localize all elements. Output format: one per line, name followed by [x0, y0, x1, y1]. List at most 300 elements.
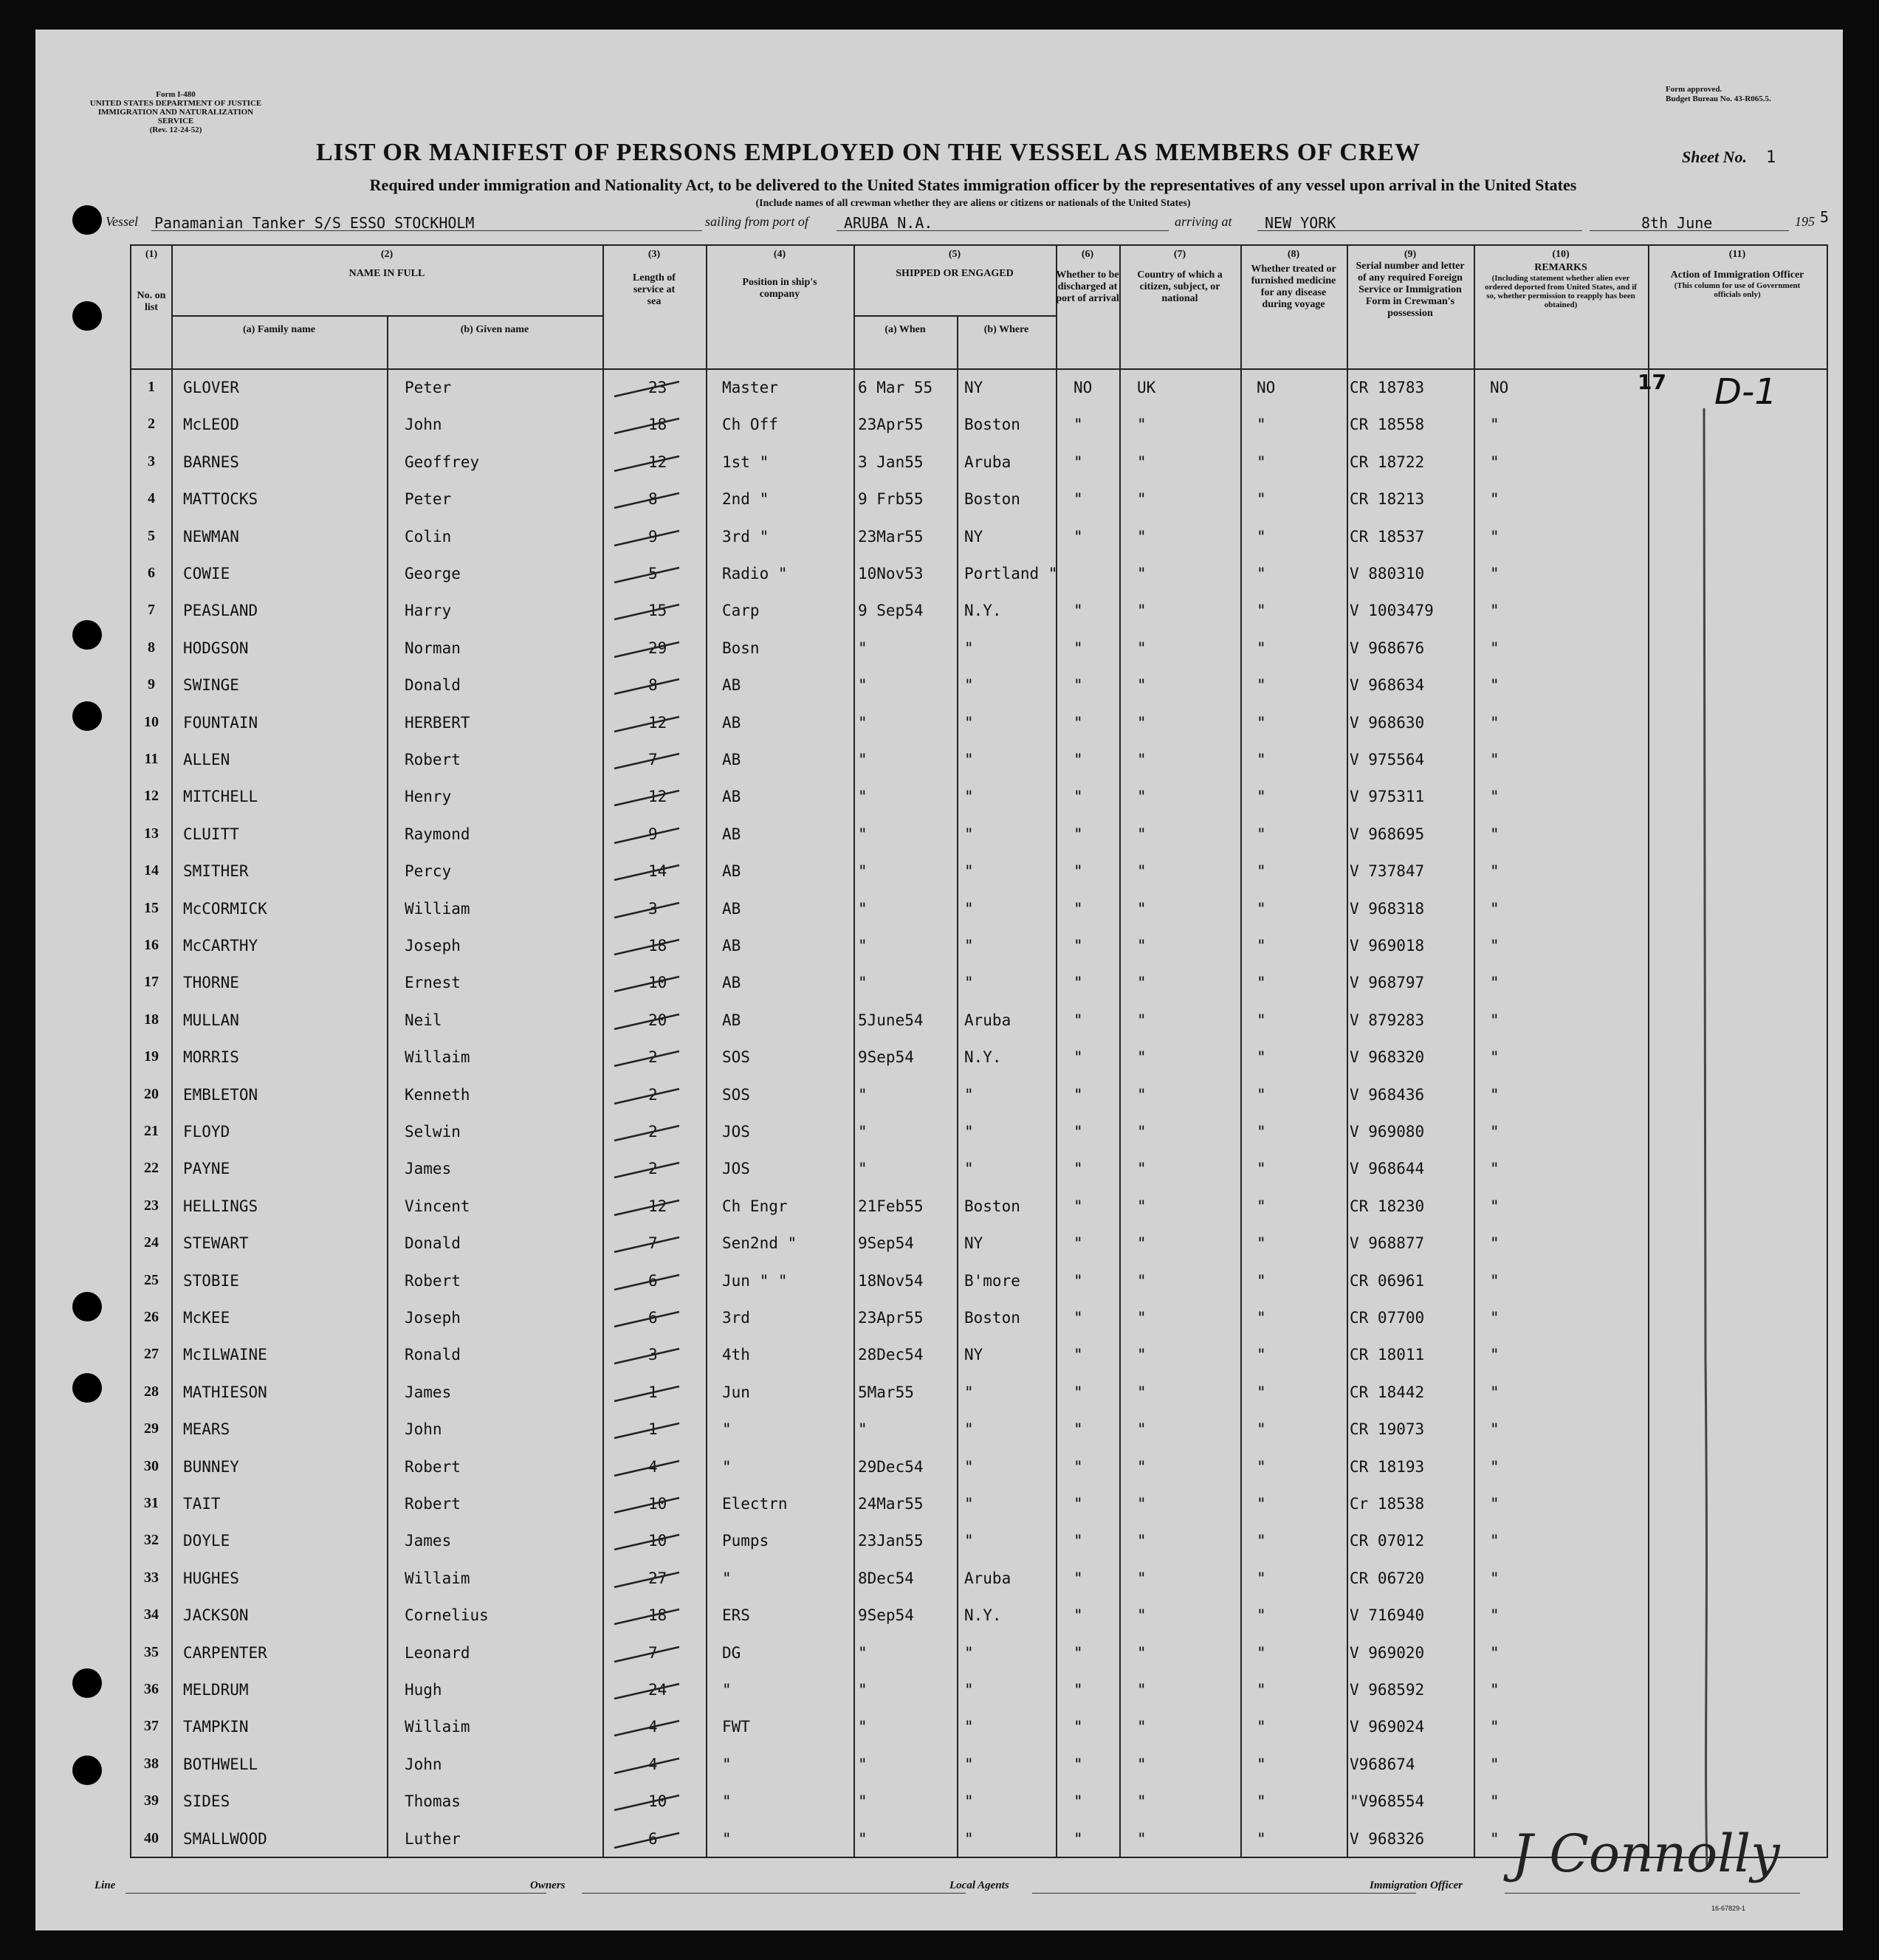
position-cell: Master	[722, 379, 778, 396]
row-number: 33	[144, 1569, 159, 1586]
sheet-number	[1682, 148, 1776, 167]
given-name-cell: Willaim	[405, 1718, 470, 1736]
serial-cell: V 969080	[1350, 1123, 1425, 1141]
shipped-when-cell: "	[858, 1829, 868, 1848]
check-mark	[611, 1457, 685, 1479]
remarks-cell: "	[1490, 490, 1500, 509]
service-cell: 6	[648, 1271, 658, 1290]
serial-cell: "V968554	[1350, 1792, 1425, 1811]
medicine-cell: "	[1257, 1309, 1266, 1327]
row-number: 24	[144, 1234, 159, 1251]
action-annotation: D-1	[1714, 371, 1777, 413]
given-name-cell: Kenneth	[405, 1085, 470, 1104]
country-cell: "	[1137, 1085, 1147, 1104]
shipped-where-cell: N.Y.	[964, 1606, 1002, 1625]
serial-cell: V968674	[1350, 1755, 1415, 1773]
family-name-cell: ALLEN	[183, 751, 230, 768]
row-number: 31	[144, 1495, 159, 1511]
discharge-cell: "	[1074, 1271, 1083, 1290]
remarks-cell: "	[1490, 1309, 1500, 1327]
discharge-cell: "	[1074, 899, 1083, 918]
shipped-when-cell: 23Jan55	[858, 1532, 924, 1550]
position-cell: 3rd	[722, 1309, 750, 1327]
serial-cell: CR 07012	[1350, 1532, 1425, 1550]
position-cell: AB	[722, 788, 741, 806]
check-mark	[611, 1010, 685, 1032]
serial-cell: V 968644	[1350, 1160, 1425, 1178]
row-number: 11	[144, 751, 159, 767]
given-name-cell: Robert	[405, 1271, 461, 1290]
service-cell: 27	[648, 1569, 667, 1587]
remarks-cell: "	[1490, 1346, 1500, 1364]
shipped-when-cell: 9Sep54	[858, 1606, 914, 1625]
position-cell: "	[722, 1457, 732, 1476]
row-number: 4	[148, 490, 155, 507]
remarks-cell: "	[1490, 937, 1500, 955]
remarks-cell: "	[1490, 1569, 1500, 1587]
position-cell: SOS	[722, 1048, 750, 1067]
shipped-where-cell: N.Y.	[964, 1048, 1002, 1067]
position-cell: Jun " "	[722, 1271, 788, 1290]
serial-cell: CR 18230	[1350, 1197, 1425, 1215]
count-annotation: 17	[1638, 370, 1666, 394]
position-cell: DG	[722, 1643, 741, 1662]
shipped-where-cell: "	[964, 1755, 974, 1773]
medicine-cell: "	[1257, 1160, 1266, 1178]
position-cell: AB	[722, 862, 741, 881]
shipped-where-cell: "	[964, 1420, 974, 1439]
remarks-cell: NO	[1490, 379, 1509, 396]
row-number: 27	[144, 1346, 159, 1363]
country-cell: "	[1137, 1271, 1147, 1290]
check-mark	[611, 935, 685, 957]
given-name-cell: HERBERT	[405, 713, 470, 732]
service-cell: 4	[648, 1457, 658, 1476]
row-number: 30	[144, 1457, 159, 1474]
medicine-cell: "	[1257, 1755, 1266, 1773]
shipped-when-cell: "	[858, 639, 868, 657]
serial-cell: V 969024	[1350, 1718, 1425, 1736]
shipped-where-cell: Portland "	[964, 565, 1058, 582]
given-name-cell: Peter	[405, 379, 452, 396]
position-cell: SOS	[722, 1085, 750, 1104]
discharge-cell: "	[1074, 416, 1083, 434]
serial-cell: CR 18722	[1350, 453, 1425, 471]
family-name-cell: McILWAINE	[183, 1346, 267, 1364]
given-name-cell: Norman	[405, 639, 461, 657]
serial-cell: V 968436	[1350, 1085, 1425, 1104]
family-name-cell: TAIT	[183, 1495, 221, 1513]
medicine-cell: "	[1257, 639, 1266, 657]
check-mark	[611, 1605, 685, 1627]
position-cell: Pumps	[722, 1532, 769, 1550]
check-mark	[611, 1643, 685, 1665]
discharge-cell: "	[1074, 639, 1083, 657]
vessel-line	[106, 208, 1833, 233]
position-cell: Carp	[722, 602, 760, 620]
check-mark	[611, 786, 685, 808]
check-mark	[611, 749, 685, 771]
shipped-when-cell: 5June54	[858, 1011, 924, 1029]
check-mark	[611, 1493, 685, 1516]
medicine-cell: "	[1257, 1085, 1266, 1104]
serial-cell: CR 18783	[1350, 379, 1425, 396]
print-code: 16-67829-1	[1711, 1905, 1746, 1912]
row-number: 5	[148, 527, 155, 544]
country-cell: "	[1137, 565, 1147, 582]
medicine-cell: "	[1257, 453, 1266, 471]
given-name-cell: Cornelius	[405, 1606, 489, 1625]
row-number: 12	[144, 788, 159, 805]
col-5-header: (5) SHIPPED OR ENGAGED	[896, 249, 1014, 279]
row-number: 9	[148, 676, 155, 693]
col-2a-header: (a) Family name	[243, 324, 315, 335]
serial-cell: V 968877	[1350, 1234, 1425, 1253]
discharge-cell: "	[1074, 1829, 1083, 1848]
shipped-where-cell: "	[964, 1457, 974, 1476]
family-name-cell: McLEOD	[183, 416, 239, 434]
check-mark	[611, 1344, 685, 1366]
serial-cell: CR 18442	[1350, 1383, 1425, 1401]
medicine-cell: "	[1257, 1234, 1266, 1253]
check-mark	[611, 861, 685, 883]
position-cell: "	[722, 1420, 732, 1439]
page-title: LIST OR MANIFEST OF PERSONS EMPLOYED ON THE VESSEL AS MEMBERS OF CREW	[316, 139, 1421, 166]
family-name-cell: NEWMAN	[183, 527, 239, 546]
shipped-where-cell: "	[964, 1718, 974, 1736]
given-name-cell: Thomas	[405, 1792, 461, 1811]
family-name-cell: McCARTHY	[183, 937, 258, 955]
shipped-when-cell: "	[858, 713, 868, 732]
family-name-cell: MULLAN	[183, 1011, 239, 1029]
shipped-when-cell: "	[858, 862, 868, 881]
serial-cell: V 968695	[1350, 825, 1425, 843]
check-mark	[611, 1791, 685, 1813]
family-name-cell: BARNES	[183, 453, 239, 471]
shipped-when-cell: 9Sep54	[858, 1234, 914, 1253]
shipped-where-cell: "	[964, 937, 974, 955]
serial-cell: CR 06720	[1350, 1569, 1425, 1587]
family-name-cell: BUNNEY	[183, 1457, 239, 1476]
given-name-cell: Joseph	[405, 937, 461, 955]
position-cell: AB	[722, 825, 741, 843]
medicine-cell: "	[1257, 1197, 1266, 1215]
include-note: (Include names of all crewman whether they are aliens or citizens or nationals of the United States)	[755, 198, 1191, 209]
country-cell: "	[1137, 1420, 1147, 1439]
medicine-cell: "	[1257, 1271, 1266, 1290]
given-name-cell: Neil	[405, 1011, 442, 1029]
country-cell: "	[1137, 1346, 1147, 1364]
position-cell: Radio "	[722, 565, 788, 582]
shipped-when-cell: "	[858, 1085, 868, 1104]
position-cell: "	[722, 1792, 732, 1811]
shipped-where-cell: Boston	[964, 1197, 1020, 1215]
row-number: 15	[144, 899, 159, 916]
position-cell: Ch Off	[722, 416, 778, 434]
serial-cell: V 968318	[1350, 899, 1425, 918]
shipped-when-cell: "	[858, 788, 868, 806]
shipped-when-cell: 10Nov53	[858, 565, 924, 582]
family-name-cell: JACKSON	[183, 1606, 249, 1625]
col-1-header: (1) No. on list	[137, 249, 166, 313]
service-cell: 7	[648, 1234, 658, 1253]
row-number: 40	[144, 1829, 159, 1846]
shipped-where-cell: NY	[964, 1346, 983, 1364]
shipped-where-cell: Boston	[964, 416, 1020, 434]
row-number: 2	[148, 416, 155, 433]
family-name-cell: GLOVER	[183, 379, 239, 396]
check-mark	[611, 1121, 685, 1144]
family-name-cell: SWINGE	[183, 676, 239, 695]
service-cell: 18	[648, 416, 667, 434]
given-name-cell: Percy	[405, 862, 452, 881]
shipped-when-cell: "	[858, 1160, 868, 1178]
position-cell: 4th	[722, 1346, 750, 1364]
position-cell: AB	[722, 676, 741, 695]
given-name-cell: William	[405, 899, 470, 918]
given-name-cell: Donald	[405, 676, 461, 695]
medicine-cell: "	[1257, 1048, 1266, 1067]
crew-table	[130, 244, 1828, 1858]
country-cell: "	[1137, 937, 1147, 955]
medicine-cell: "	[1257, 1829, 1266, 1848]
shipped-when-cell: 28Dec54	[858, 1346, 924, 1364]
country-cell: "	[1137, 1681, 1147, 1699]
check-mark	[611, 972, 685, 994]
medicine-cell: "	[1257, 751, 1266, 768]
serial-cell: V 716940	[1350, 1606, 1425, 1625]
family-name-cell: CLUITT	[183, 825, 239, 843]
check-mark	[611, 563, 685, 585]
row-number: 25	[144, 1271, 159, 1288]
remarks-cell: "	[1490, 1048, 1500, 1067]
service-cell: 23	[648, 379, 667, 396]
country-cell: "	[1137, 602, 1147, 620]
position-cell: Jun	[722, 1383, 750, 1401]
remarks-cell: "	[1490, 1681, 1500, 1699]
position-cell: AB	[722, 1011, 741, 1029]
medicine-cell: NO	[1257, 379, 1276, 396]
check-mark	[611, 377, 685, 399]
check-mark	[611, 1307, 685, 1330]
remarks-cell: "	[1490, 1792, 1500, 1811]
serial-cell: V 968592	[1350, 1681, 1425, 1699]
country-cell: "	[1137, 1123, 1147, 1141]
given-name-cell: Willaim	[405, 1569, 470, 1587]
discharge-cell: "	[1074, 1011, 1083, 1029]
service-cell: 12	[648, 713, 667, 732]
remarks-cell: "	[1490, 1718, 1500, 1736]
col-3-header: (3) Length of service at sea	[633, 249, 676, 307]
arrival-date: 8th June	[1641, 214, 1713, 232]
given-name-cell: Willaim	[405, 1048, 470, 1067]
check-mark	[611, 675, 685, 697]
service-cell: 8	[648, 676, 658, 695]
row-number: 35	[144, 1643, 159, 1660]
service-cell: 2	[648, 1160, 658, 1178]
row-number: 16	[144, 937, 159, 953]
family-name-cell: PEASLAND	[183, 602, 258, 620]
given-name-cell: Henry	[405, 788, 452, 806]
serial-cell: V 975564	[1350, 751, 1425, 768]
serial-cell: CR 18193	[1350, 1457, 1425, 1476]
position-cell: 3rd "	[722, 527, 769, 546]
given-name-cell: Robert	[405, 1457, 461, 1476]
family-name-cell: STOBIE	[183, 1271, 239, 1290]
discharge-cell: "	[1074, 1718, 1083, 1736]
country-cell: "	[1137, 1383, 1147, 1401]
punch-hole	[72, 701, 102, 731]
position-cell: AB	[722, 751, 741, 768]
manifest-sheet	[35, 30, 1843, 1930]
serial-cell: V 968630	[1350, 713, 1425, 732]
country-cell: "	[1137, 1532, 1147, 1550]
punch-hole	[72, 1292, 102, 1321]
country-cell: "	[1137, 1457, 1147, 1476]
shipped-where-cell: "	[964, 713, 974, 732]
shipped-when-cell: 29Dec54	[858, 1457, 924, 1476]
country-cell: "	[1137, 825, 1147, 843]
arrival-year-prefix: 195	[1795, 214, 1815, 229]
shipped-where-cell: "	[964, 1829, 974, 1848]
medicine-cell: "	[1257, 1681, 1266, 1699]
medicine-cell: "	[1257, 937, 1266, 955]
col-4-header: (4) Position in ship's company	[742, 249, 817, 300]
medicine-cell: "	[1257, 1532, 1266, 1550]
pencil-line	[1682, 401, 1726, 1877]
officer-signature: J Connolly	[1512, 1823, 1780, 1884]
remarks-cell: "	[1490, 1420, 1500, 1439]
row-number: 22	[144, 1160, 159, 1177]
medicine-cell: "	[1257, 1457, 1266, 1476]
shipped-when-cell: "	[858, 1755, 868, 1773]
discharge-cell: NO	[1074, 379, 1093, 396]
discharge-cell: "	[1074, 1606, 1083, 1625]
service-cell: 3	[648, 1346, 658, 1364]
position-cell: AB	[722, 899, 741, 918]
service-cell: 8	[648, 490, 658, 509]
shipped-where-cell: "	[964, 1383, 974, 1401]
service-cell: 2	[648, 1048, 658, 1067]
country-cell: "	[1137, 1643, 1147, 1662]
shipped-where-cell: N.Y.	[964, 602, 1002, 620]
family-name-cell: HELLINGS	[183, 1197, 258, 1215]
family-name-cell: SMITHER	[183, 862, 249, 881]
sheet-label: Sheet No.	[1682, 148, 1747, 166]
country-cell: "	[1137, 639, 1147, 657]
remarks-cell: "	[1490, 1197, 1500, 1215]
given-name-cell: Colin	[405, 527, 452, 546]
country-cell: "	[1137, 1197, 1147, 1215]
check-mark	[611, 1047, 685, 1069]
country-cell: "	[1137, 1829, 1147, 1848]
serial-cell: CR 18537	[1350, 527, 1425, 546]
remarks-cell: "	[1490, 1271, 1500, 1290]
serial-cell: V 975311	[1350, 788, 1425, 806]
family-name-cell: MATHIESON	[183, 1383, 267, 1401]
medicine-cell: "	[1257, 565, 1266, 582]
medicine-cell: "	[1257, 1643, 1266, 1662]
given-name-cell: Raymond	[405, 825, 470, 843]
discharge-cell: "	[1074, 1755, 1083, 1773]
medicine-cell: "	[1257, 602, 1266, 620]
remarks-cell: "	[1490, 1123, 1500, 1141]
check-mark	[611, 414, 685, 436]
family-name-cell: MORRIS	[183, 1048, 239, 1067]
medicine-cell: "	[1257, 490, 1266, 509]
form-number: Form I-480	[156, 90, 196, 99]
country-cell: "	[1137, 1160, 1147, 1178]
row-number: 38	[144, 1755, 159, 1772]
shipped-when-cell: "	[858, 676, 868, 695]
remarks-cell: "	[1490, 1457, 1500, 1476]
service-cell: 24	[648, 1681, 667, 1699]
col-5a-header: (a) When	[884, 324, 926, 335]
serial-cell: CR 07700	[1350, 1309, 1425, 1327]
row-number: 8	[148, 639, 155, 656]
given-name-cell: Robert	[405, 751, 461, 768]
col-2b-header: (b) Given name	[460, 324, 529, 335]
row-number: 39	[144, 1792, 159, 1809]
footer-agents-label: Local Agents	[949, 1880, 1009, 1891]
row-number: 6	[148, 565, 155, 581]
row-number: 28	[144, 1383, 159, 1400]
country-cell: "	[1137, 1495, 1147, 1513]
shipped-where-cell: "	[964, 1123, 974, 1141]
country-cell: "	[1137, 751, 1147, 768]
remarks-cell: "	[1490, 1532, 1500, 1550]
shipped-when-cell: "	[858, 1123, 868, 1141]
discharge-cell: "	[1074, 974, 1083, 992]
row-number: 17	[144, 974, 159, 991]
row-number: 3	[148, 453, 155, 470]
medicine-cell: "	[1257, 1011, 1266, 1029]
given-name-cell: Hugh	[405, 1681, 442, 1699]
serial-cell: Cr 18538	[1350, 1495, 1425, 1513]
shipped-where-cell: Boston	[964, 1309, 1020, 1327]
row-number: 21	[144, 1123, 159, 1139]
position-cell: Sen2nd "	[722, 1234, 797, 1253]
medicine-cell: "	[1257, 825, 1266, 843]
discharge-cell: "	[1074, 1383, 1083, 1401]
discharge-cell: "	[1074, 490, 1083, 509]
row-number: 13	[144, 825, 159, 842]
discharge-cell: "	[1074, 1085, 1083, 1104]
arriving-port: NEW YORK	[1265, 214, 1336, 232]
service-cell: 4	[648, 1718, 658, 1736]
given-name-cell: James	[405, 1383, 452, 1401]
discharge-cell: "	[1074, 527, 1083, 546]
country-cell: "	[1137, 1606, 1147, 1625]
remarks-cell: "	[1490, 899, 1500, 918]
service-cell: 12	[648, 788, 667, 806]
serial-cell: CR 06961	[1350, 1271, 1425, 1290]
arriving-label: arriving at	[1175, 214, 1232, 229]
medicine-cell: "	[1257, 416, 1266, 434]
service-cell: 12	[648, 1197, 667, 1215]
discharge-cell: "	[1074, 751, 1083, 768]
shipped-when-cell: 5Mar55	[858, 1383, 914, 1401]
discharge-cell: "	[1074, 1048, 1083, 1067]
country-cell: "	[1137, 416, 1147, 434]
row-number: 14	[144, 862, 159, 879]
service-cell: 2	[648, 1123, 658, 1141]
discharge-cell: "	[1074, 1457, 1083, 1476]
discharge-cell: "	[1074, 788, 1083, 806]
country-cell: "	[1137, 1011, 1147, 1029]
medicine-cell: "	[1257, 1792, 1266, 1811]
service-cell: 10	[648, 1792, 667, 1811]
